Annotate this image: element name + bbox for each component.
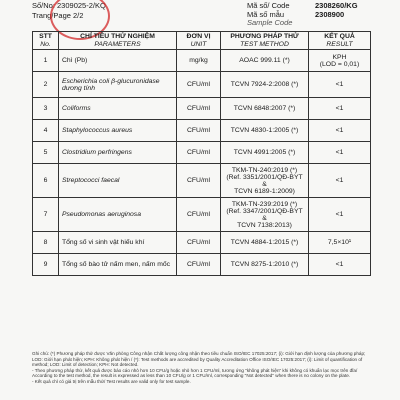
row-method: TCVN 7924-2:2008 (*): [221, 72, 309, 98]
row-unit: CFU/ml: [177, 142, 221, 164]
sample-code-label: Mã số mẫu: [247, 10, 285, 19]
row-result: <1: [309, 98, 371, 120]
table-row: [33, 232, 371, 254]
row-unit: CFU/ml: [177, 120, 221, 142]
row-number: 1: [33, 50, 59, 72]
row-parameter: Coliforms: [59, 98, 177, 120]
sample-code-value: 2308900: [315, 10, 345, 19]
row-parameter: Escherichia coli β-glucuronidase dương tính: [59, 72, 177, 98]
row-number: 6: [33, 164, 59, 198]
row-result: <1: [309, 254, 371, 276]
row-result: KPH (LOD = 0,01): [309, 50, 371, 72]
row-method: TCVN 4991:2005 (*): [221, 142, 309, 164]
row-unit: CFU/ml: [177, 72, 221, 98]
row-method: TCVN 4830-1:2005 (*): [221, 120, 309, 142]
row-result: <1: [309, 198, 371, 232]
row-parameter: Staphylococcus aureus: [59, 120, 177, 142]
row-unit: CFU/ml: [177, 254, 221, 276]
row-method: TCVN 4884-1:2015 (*): [221, 232, 309, 254]
row-parameter: Tổng số vi sinh vật hiếu khí: [59, 232, 177, 254]
row-parameter: Streptococci faecal: [59, 164, 177, 198]
sample-code-label-en: Sample Code: [247, 18, 293, 27]
row-number: 2: [33, 72, 59, 98]
code-label: Mã số/ Code: [247, 1, 290, 10]
row-parameter: Pseudomonas aeruginosa: [59, 198, 177, 232]
row-result: <1: [309, 120, 371, 142]
col-unit: ĐƠN VỊ UNIT: [177, 32, 221, 50]
table-row: [33, 164, 371, 198]
col-parameters: CHỈ TIÊU THỬ NGHIỆM PARAMETERS: [59, 32, 177, 50]
row-unit: CFU/ml: [177, 232, 221, 254]
footnote: - Theo phương pháp thử, kết quả được báo cáo nhỏ hơn 10 CFU/g hoặc nhỏ hơn 1 CFU/ml, tương ứng "không phát hiện" khi không có khuẩn lạc mọc trên đĩa/ According to the test method, the result is expressed as less than 10 CFU/g or 1 CFU/ml, corresponding "Not detected" when there is no colony on the plate.: [32, 367, 358, 379]
row-method: AOAC 999.11 (*): [221, 50, 309, 72]
row-unit: CFU/ml: [177, 198, 221, 232]
row-number: 5: [33, 142, 59, 164]
footnote: - Kết quả chỉ có giá trị trên mẫu thử/ Test results are valid only for test sample.: [32, 378, 191, 384]
row-number: 8: [33, 232, 59, 254]
row-unit: mg/kg: [177, 50, 221, 72]
table-row: [33, 120, 371, 142]
col-result: KẾT QUẢ RESULT: [309, 32, 371, 50]
row-number: 9: [33, 254, 59, 276]
col-method: PHƯƠNG PHÁP THỬ TEST METHOD: [221, 32, 309, 50]
row-unit: CFU/ml: [177, 98, 221, 120]
table-row: [33, 198, 371, 232]
code-value: 2308260/KG: [315, 1, 358, 10]
row-number: 4: [33, 120, 59, 142]
report-header: [0, 0, 400, 27]
row-parameter: Chì (Pb): [59, 50, 177, 72]
page-indicator: Trang/Page 2/2: [32, 11, 84, 20]
table-row: [33, 72, 371, 98]
row-method: TCVN 6848:2007 (*): [221, 98, 309, 120]
table-row: [33, 50, 371, 72]
table-header-row: [33, 32, 371, 50]
row-unit: CFU/ml: [177, 164, 221, 198]
table-row: [33, 98, 371, 120]
row-method: TKM-TN-240:2019 (*) (Ref. 3351/2001/QĐ-BYT & TCVN 6189-1:2009): [221, 164, 309, 198]
table-row: [33, 254, 371, 276]
row-method: TKM-TN-239:2019 (*) (Ref. 3347/2001/QĐ-BYT & TCVN 7138:2013): [221, 198, 309, 232]
row-parameter: Tổng số bào tử nấm men, nấm mốc: [59, 254, 177, 276]
row-parameter: Clostridium perfringens: [59, 142, 177, 164]
results-table: [32, 31, 371, 276]
row-method: TCVN 8275-1:2010 (*): [221, 254, 309, 276]
row-number: 7: [33, 198, 59, 232]
report-number: Số/No: 2309025-2/KQ: [32, 1, 106, 10]
col-stt: STT No.: [33, 32, 59, 50]
row-result: <1: [309, 142, 371, 164]
row-number: 3: [33, 98, 59, 120]
footnotes: [32, 351, 372, 385]
table-row: [33, 142, 371, 164]
row-result: 7,5×10¹: [309, 232, 371, 254]
row-result: <1: [309, 164, 371, 198]
footnote: Ghi chú: (*) Phương pháp thử được Văn phòng Công nhận Chất lượng công nhận theo tiêu chuẩn ISO/IEC 17025:2017; (i): Giới hạn định lượng của phương pháp; LOD: Giới hạn phát hiện; KPH: Không phát hiện / (*): Test methods are accredited by Quality Accreditation Office ISO/IEC 17025:2017; (i): Limit of quantification of method; LOD: Limit of detection; KPH: Not detected.: [32, 351, 366, 368]
row-result: <1: [309, 72, 371, 98]
